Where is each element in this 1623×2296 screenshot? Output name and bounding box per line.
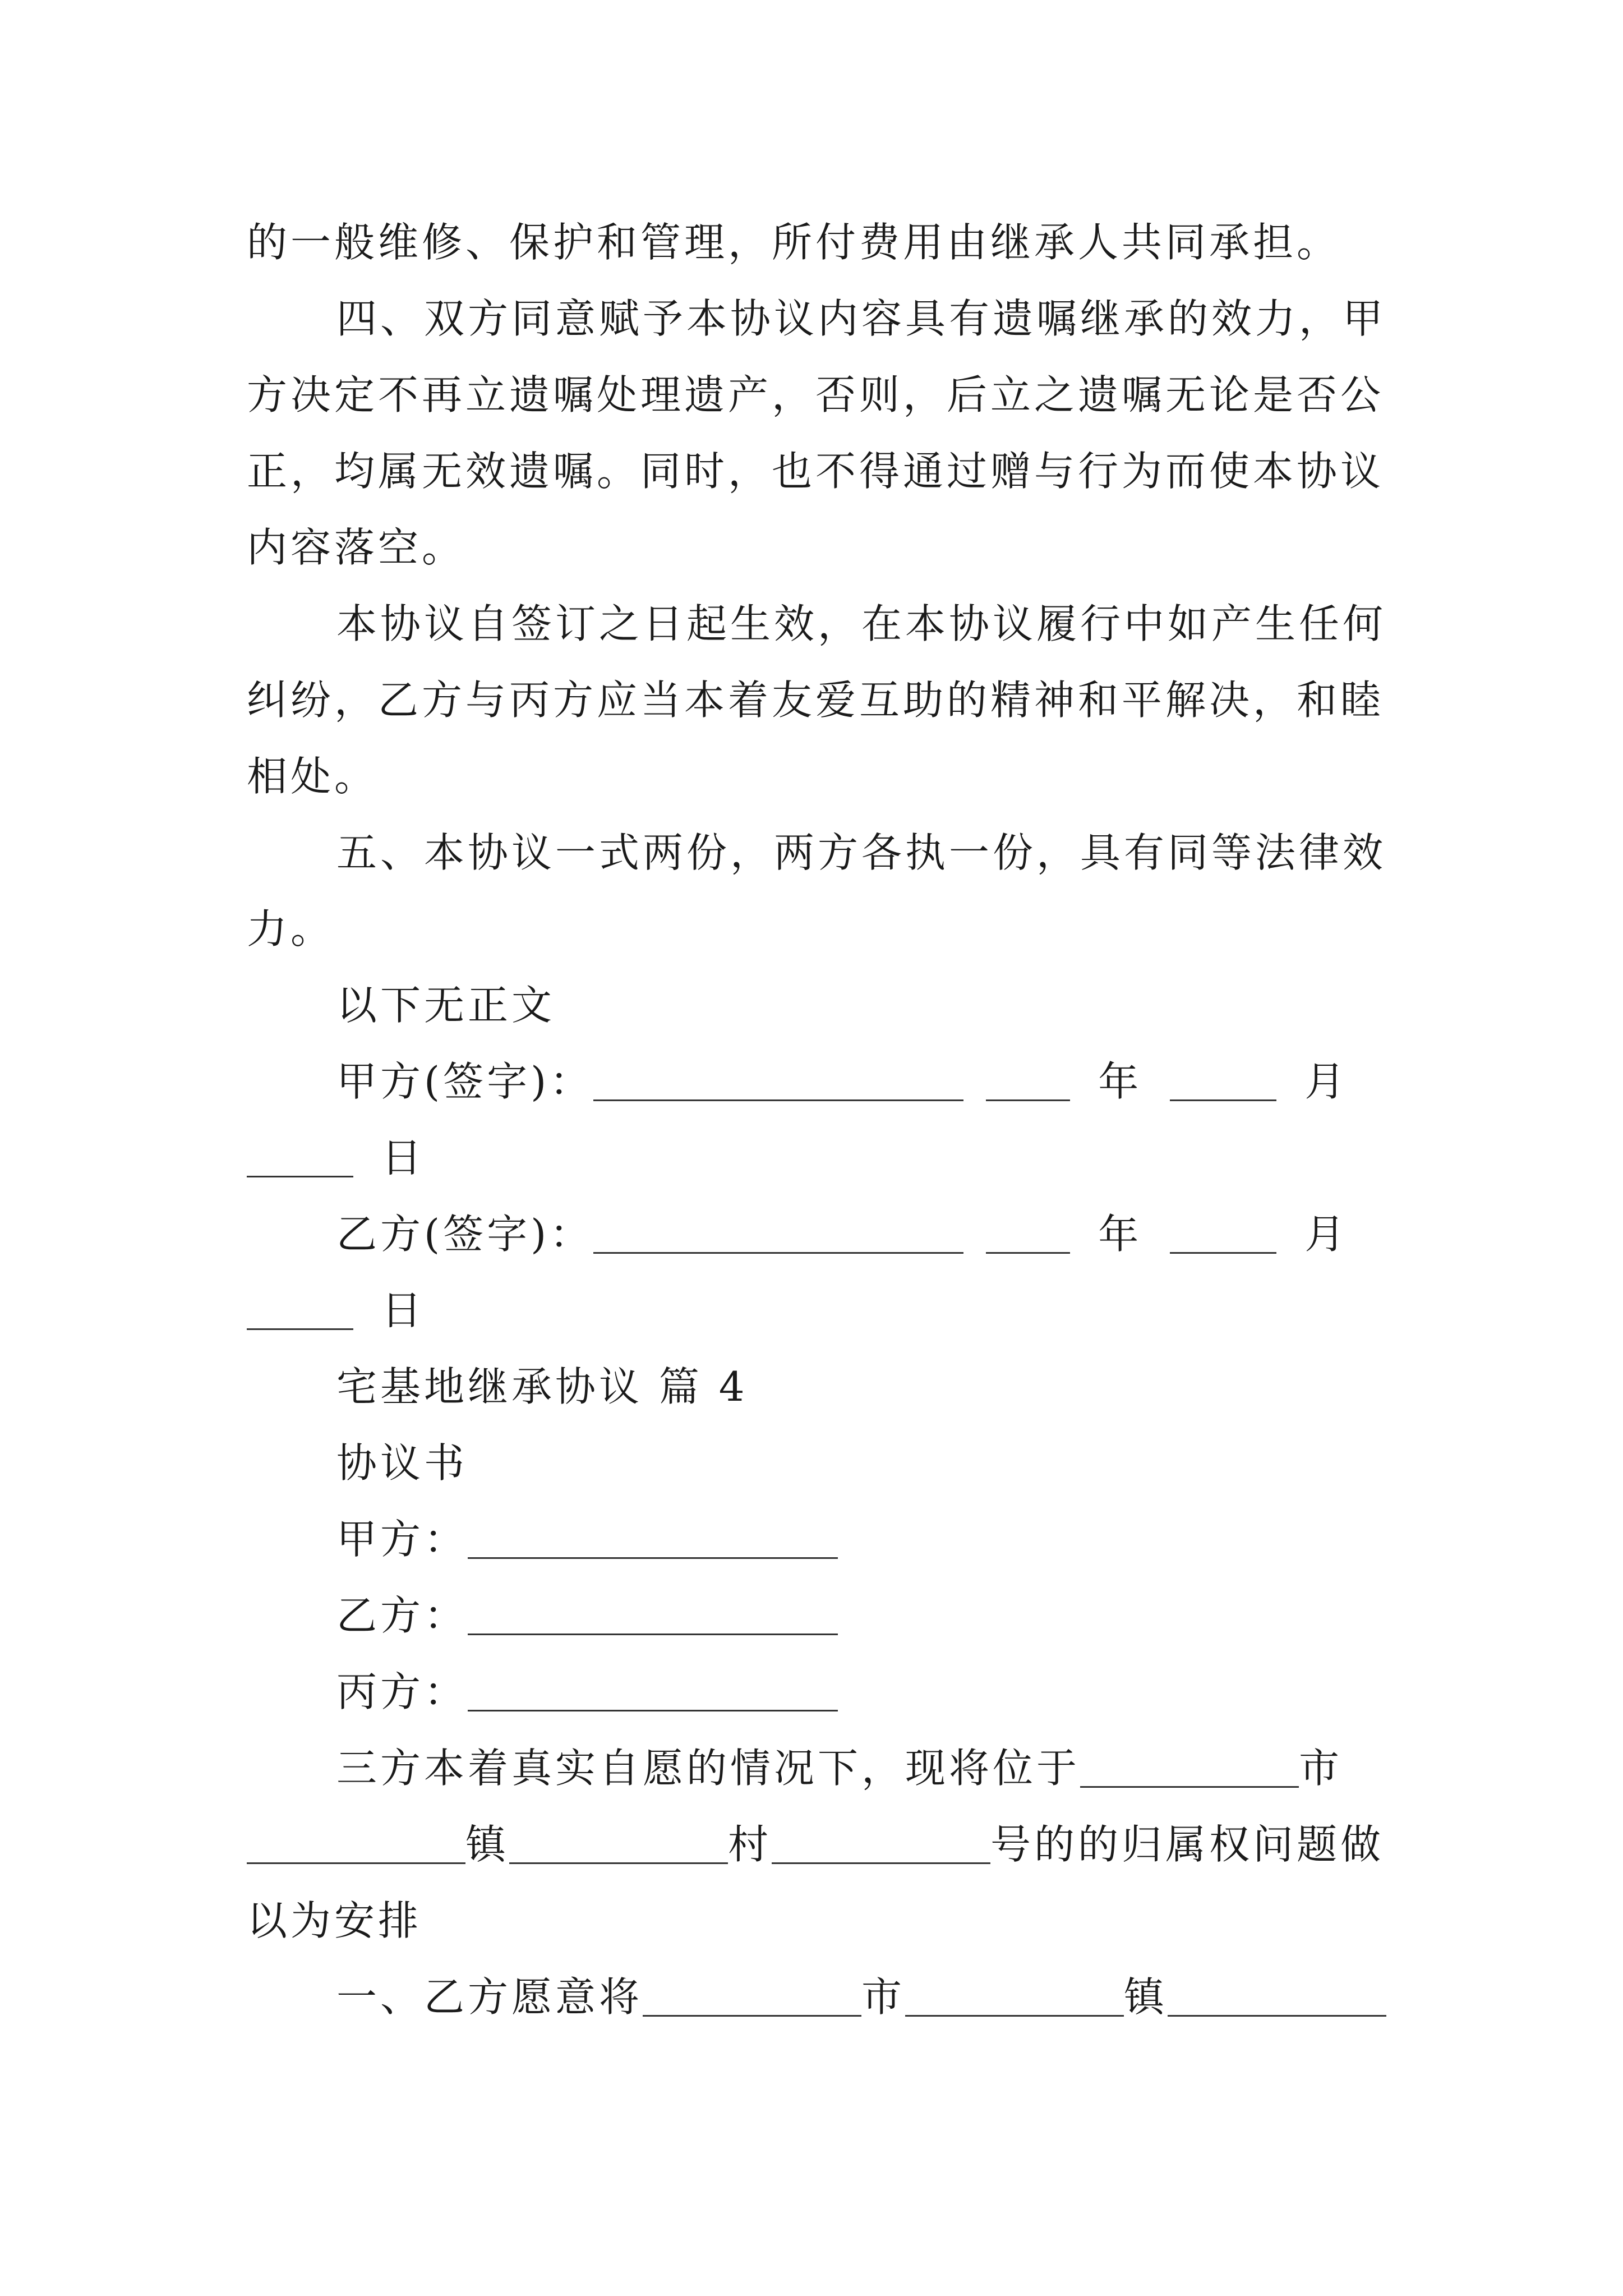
city-blank[interactable] [1080,1750,1299,1788]
party-c-label: 丙方： [336,1668,468,1715]
party-c-blank[interactable] [468,1674,838,1711]
party-c-line [247,1665,1385,1719]
no-more-text-note: 以下无正文 [336,982,556,1029]
day-label: 日 [381,1134,426,1181]
town-blank[interactable] [247,1826,465,1864]
signature-line-party-a [247,1055,1385,1108]
intro-text: 三方本着真实自愿的情况下，现将位于 [336,1745,1081,1792]
month-blank[interactable] [1170,1216,1276,1254]
paragraph-line: 本协议自签订之日起生效，在本协议履行中如产生任何 [336,600,1387,647]
party-a-label: 甲方： [336,1516,468,1563]
party-a-sign-label: 甲方(签字)： [336,1058,594,1105]
month-label: 月 [1304,1211,1349,1258]
signature-day-line-party-a [247,1131,1385,1185]
paragraph-line: 力。 [247,905,335,953]
paragraph-line: 方决定不再立遗嘱处理遗产，否则，后立之遗嘱无论是否公 [247,371,1385,418]
intro-line-2 [247,1818,1385,1871]
city-label: 市 [1299,1745,1343,1792]
signature-line-party-b [247,1207,1385,1261]
city-blank[interactable] [643,1979,861,2017]
intro-text: 号的的归属权问题做 [990,1821,1385,1868]
city-label: 市 [861,1973,906,2021]
year-label: 年 [1098,1058,1142,1105]
village-label: 村 [728,1821,772,1868]
doc-title: 协议书 [336,1439,468,1487]
day-label: 日 [381,1287,426,1334]
intro-line-3: 以为安排 [247,1897,422,1944]
signature-blank[interactable] [593,1064,963,1101]
number-blank[interactable] [772,1826,990,1864]
party-a-line [247,1512,1385,1566]
paragraph-line: 内容落空。 [247,524,466,571]
paragraph-line: 相处。 [247,753,379,800]
party-b-blank[interactable] [468,1598,838,1635]
section-title: 宅基地继承协议 篇 4 [336,1363,748,1410]
party-b-label: 乙方： [336,1592,468,1639]
party-a-blank[interactable] [468,1521,838,1559]
clause-1-text: 一、乙方愿意将 [336,1973,643,2021]
day-blank[interactable] [247,1292,353,1330]
intro-line-1 [247,1741,1385,1795]
month-blank[interactable] [1170,1064,1276,1101]
year-blank[interactable] [986,1064,1070,1101]
party-b-line [247,1589,1385,1642]
paragraph-line: 的一般维修、保护和管理，所付费用由继承人共同承担。 [247,219,1341,266]
day-blank[interactable] [247,1140,353,1177]
party-b-sign-label: 乙方(签字)： [336,1211,594,1258]
paragraph-line: 五、本协议一式两份，两方各执一份，具有同等法律效 [336,829,1387,876]
town-label: 镇 [1124,1973,1168,2021]
paragraph-line: 四、双方同意赋予本协议内容具有遗嘱继承的效力，甲 [336,295,1387,342]
signature-day-line-party-b [247,1283,1385,1337]
month-label: 月 [1304,1058,1349,1105]
year-label: 年 [1098,1211,1142,1258]
year-blank[interactable] [986,1216,1070,1254]
paragraph-line: 纠纷，乙方与丙方应当本着友爱互助的精神和平解决，和睦 [247,677,1385,724]
village-blank[interactable] [509,1826,728,1864]
signature-blank[interactable] [593,1216,963,1254]
clause-1-line [247,1970,1385,2024]
town-blank[interactable] [905,1979,1124,2017]
town-label: 镇 [465,1821,510,1868]
paragraph-line: 正，均属无效遗嘱。同时，也不得通过赠与行为而使本协议 [247,448,1385,495]
village-blank[interactable] [1168,1979,1386,2017]
